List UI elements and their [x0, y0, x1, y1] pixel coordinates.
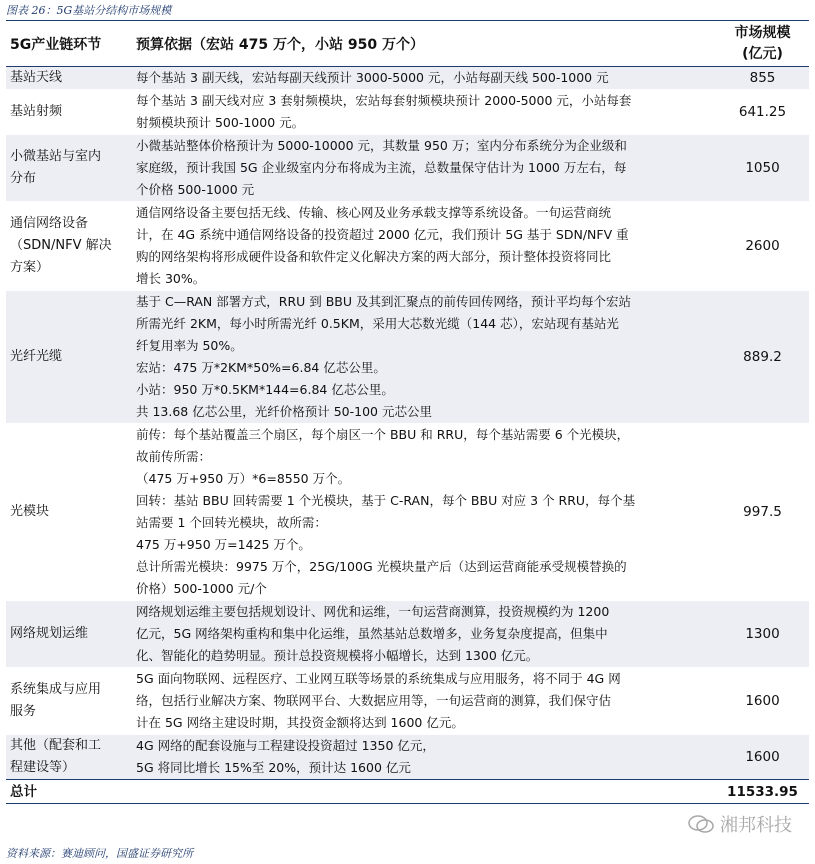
- chain-segment-line: （SDN/NFV 解决: [10, 238, 112, 253]
- basis-line: 基于 C—RAN 部署方式，RRU 到 BBU 及其到汇聚点的前传回传网络，预计平均每个宏站: [136, 294, 631, 309]
- chain-segment-cell: [6, 202, 132, 291]
- chain-segment-cell: [6, 735, 132, 780]
- market-size-table: [6, 22, 809, 804]
- basis-line: 计在 5G 网络主建设时期，其投资金额将达到 1600 亿元。: [136, 715, 464, 730]
- basis-line: 小微基站整体价格预计为 5000-10000 元，其数量 950 万；室内分布系统分为企业级和: [136, 138, 627, 153]
- basis-line: 5G 面向物联网、远程医疗、工业网互联等场景的系统集成与应用服务，将不同于 4G 网: [136, 671, 621, 686]
- market-size-value: 1050: [716, 135, 809, 202]
- header-chain: 5G产业链环节: [6, 22, 132, 67]
- chain-segment-line: 基站射频: [10, 104, 63, 119]
- basis-line: 化、智能化的趋势明显。预计总投资规模将小幅增长，达到 1300 亿元。: [136, 648, 539, 663]
- market-size-value: 855: [716, 67, 809, 90]
- table-row: [6, 202, 809, 291]
- chain-segment-line: 其他（配套和工: [10, 738, 102, 753]
- total-label: 总计: [6, 780, 132, 804]
- basis-cell: [132, 668, 716, 735]
- basis-line: 通信网络设备主要包括无线、传输、核心网及业务承载支撑等系统设备。一旬运营商统: [136, 205, 612, 220]
- chain-segment-line: 方案）: [10, 260, 50, 275]
- basis-line: 亿元，5G 网络架构重构和集中化运维，虽然基站总数增多，业务复杂度提高，但集中: [136, 626, 608, 641]
- table-row: [6, 735, 809, 780]
- market-size-value: 641.25: [738, 104, 787, 120]
- total-value: 11533.95: [716, 780, 809, 804]
- basis-line: 4G 网络的配套设施与工程建设投资超过 1350 亿元，: [136, 738, 435, 753]
- basis-line: 增长 30%。: [136, 271, 206, 286]
- basis-line: 络，包括行业解决方案、物联网平台、大数据应用等，一旬运营商的测算，我们保守估: [136, 693, 612, 708]
- chain-segment-line: 分布: [10, 171, 37, 186]
- chain-segment-cell: [6, 90, 132, 135]
- chain-segment-line: 通信网络设备: [10, 216, 89, 231]
- basis-line: 网络规划运维主要包括规划设计、网优和运维，一旬运营商测算，投资规模约为 1200: [136, 604, 610, 619]
- market-size-value: 1600: [716, 735, 809, 780]
- chain-segment-line: 光模块: [10, 504, 50, 519]
- header-market-size: [716, 22, 809, 67]
- market-size-value: 997.5: [743, 504, 782, 520]
- basis-line: 故前传所需：: [136, 449, 212, 464]
- basis-line: 计，在 4G 系统中通信网络设备的投资超过 2000 亿元，我们预计 5G 基于 SDN/NFV 重: [136, 227, 629, 242]
- basis-cell: [132, 202, 716, 291]
- market-size-value: 1600: [745, 693, 780, 709]
- basis-line: 5G 将同比增长 15%至 20%，预计达 1600 亿元: [136, 760, 411, 775]
- basis-cell: [132, 90, 716, 135]
- figure-title: 图表 26：5G基站分结构市场规模: [6, 2, 809, 21]
- market-size-value: 2600: [745, 238, 780, 254]
- chain-segment-line: 小微基站与室内: [10, 149, 102, 164]
- table-row: [6, 90, 809, 135]
- market-size-value: 889.2: [716, 291, 809, 424]
- table-row: [6, 67, 809, 90]
- chain-segment-line: 系统集成与应用: [10, 682, 102, 697]
- chain-segment-cell: [6, 135, 132, 202]
- header-unit: (亿元): [742, 46, 783, 62]
- chain-segment-cell: [6, 601, 132, 668]
- header-basis: 预算依据（宏站 475 万个，小站 950 万个）: [132, 22, 716, 67]
- basis-line: 小站：950 万*0.5KM*144=6.84 亿芯公里。: [136, 382, 394, 397]
- chain-segment-line: 程建设等）: [10, 760, 76, 775]
- wechat-icon: [688, 815, 714, 833]
- table-row: [6, 424, 809, 601]
- chain-segment-line: 光纤光缆: [10, 349, 63, 364]
- chain-segment-cell: [6, 291, 132, 424]
- basis-line: 每个基站 3 副天线对应 3 套射频模块，宏站每套射频模块预计 2000-5000 元，小站每套: [136, 93, 632, 108]
- table-row: [6, 135, 809, 202]
- basis-line: 家庭级，预计我国 5G 企业级室内分布将成为主流，总数量保守估计为 1000 万左右，每: [136, 160, 627, 175]
- basis-line: 宏站：475 万*2KM*50%=6.84 亿芯公里。: [136, 360, 386, 375]
- basis-line: 回转：基站 BBU 回转需要 1 个光模块，基于 C-RAN，每个 BBU 对应 3 个 RRU，每个基: [136, 493, 636, 508]
- chain-segment-line: 网络规划运维: [10, 626, 89, 641]
- basis-cell: [132, 135, 716, 202]
- basis-cell: [132, 67, 716, 90]
- basis-line: 个价格 500-1000 元: [136, 182, 255, 197]
- source-note: 资料来源：赛迪顾问，国盛证券研究所: [6, 847, 193, 860]
- watermark-text: 湘邦科技: [720, 815, 792, 836]
- market-size-value: 1300: [716, 601, 809, 668]
- basis-line: 总计所需光模块：9975 万个，25G/100G 光模块量产后（达到运营商能承受规模替换的: [136, 559, 627, 574]
- basis-line: 价格）500-1000 元/个: [136, 581, 267, 596]
- basis-cell: [132, 601, 716, 668]
- chain-segment-cell: [6, 668, 132, 735]
- basis-line: 射频模块预计 500-1000 元。: [136, 115, 305, 130]
- total-row: [6, 780, 809, 804]
- watermark: [688, 810, 813, 838]
- basis-line: 475 万+950 万=1425 万个。: [136, 537, 311, 552]
- chain-segment-line: 服务: [10, 704, 37, 719]
- basis-line: 纤复用率为 50%。: [136, 338, 243, 353]
- table-row: [6, 668, 809, 735]
- basis-line: 共 13.68 亿芯公里，光纤价格预计 50-100 元芯公里: [136, 404, 432, 419]
- basis-cell: [132, 424, 716, 601]
- table-row: [6, 291, 809, 424]
- basis-line: 每个基站 3 副天线，宏站每副天线预计 3000-5000 元，小站每副天线 500-1000 元: [136, 70, 609, 85]
- chain-segment-cell: [6, 424, 132, 601]
- chain-segment-line: 基站天线: [10, 70, 63, 85]
- total-spacer: [132, 780, 716, 804]
- basis-line: 购的网络架构将形成硬件设备和软件定义化解决方案的两大部分，预计整体投资将同比: [136, 249, 612, 264]
- basis-cell: [132, 735, 716, 780]
- basis-line: 所需光纤 2KM，每小时所需光纤 0.5KM，采用大芯数光缆（144 芯），宏站现有基站光: [136, 316, 619, 331]
- header-market-size-label: 市场规模: [734, 25, 791, 41]
- basis-line: （475 万+950 万）*6=8550 万个。: [136, 471, 351, 486]
- basis-line: 站需要 1 个回转光模块，故所需：: [136, 515, 327, 530]
- header-row: [6, 22, 809, 67]
- chain-segment-cell: [6, 67, 132, 90]
- table-row: [6, 601, 809, 668]
- basis-line: 前传：每个基站覆盖三个扇区，每个扇区一个 BBU 和 RRU，每个基站需要 6 个光模块，: [136, 427, 630, 442]
- basis-cell: [132, 291, 716, 424]
